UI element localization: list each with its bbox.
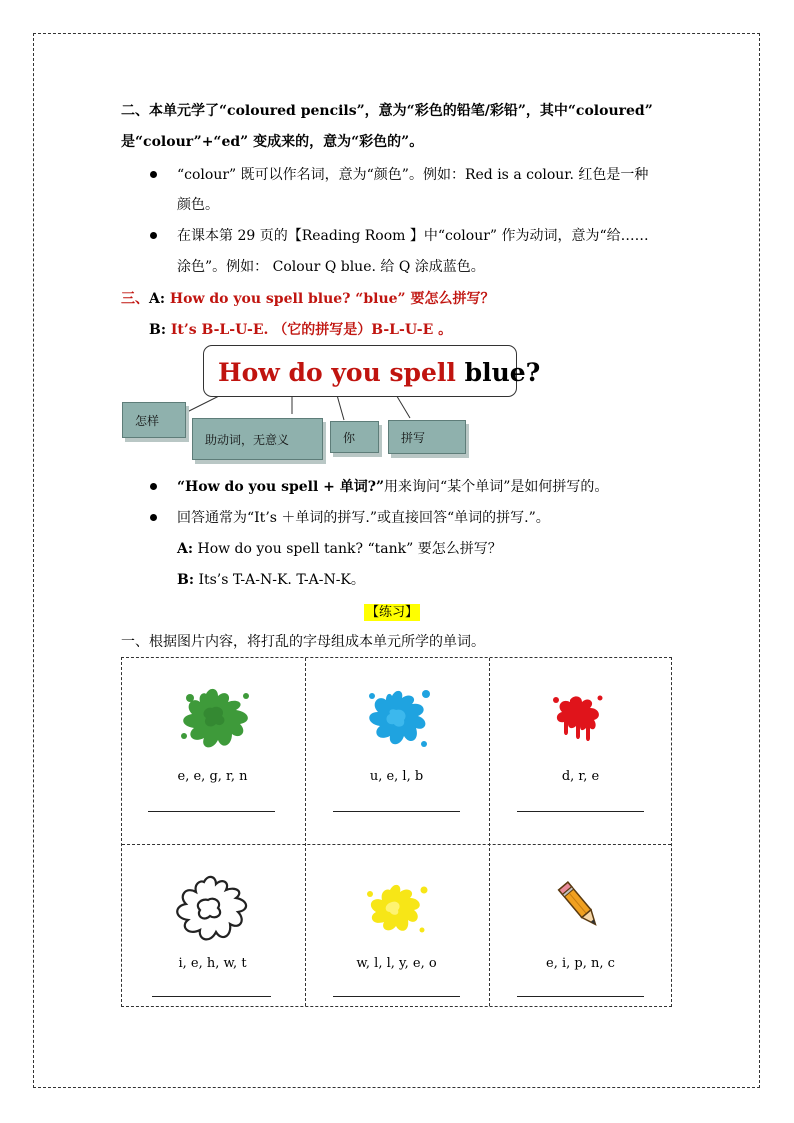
bullet-dot — [150, 483, 157, 490]
bullet-spell-usage: “How do you spell + 单词?”用来询问“某个单词”是如何拼写的。 — [177, 479, 609, 495]
bullet-spell-answer: 回答通常为“It’s ＋单词的拼写.”或直接回答“单词的拼写.”。 — [177, 510, 550, 526]
letters-cell-4: i, e, h, w, t — [178, 956, 247, 971]
letters-cell-6: e, i, p, n, c — [546, 956, 615, 971]
letters-cell-1: e, e, g, r, n — [177, 769, 248, 784]
bullet-colour-verb-line1: 在课本第 29 页的【Reading Room 】中“colour” 作为动词，意为“给…… — [177, 228, 649, 244]
tag-ni: 你 — [330, 421, 379, 453]
exercise1-instruction: 一、根据图片内容，将打乱的字母组成本单元所学的单词。 — [121, 634, 485, 650]
section3-a-label: A: — [149, 291, 170, 307]
tag-zenyang: 怎样 — [122, 402, 186, 438]
section3-prefix: 三、 — [121, 291, 149, 307]
bullet-colour-noun-line1: “colour” 既可以作名词，意为“颜色”。例如：Red is a colour. 红色是一种 — [177, 167, 649, 183]
red-paint-splash-icon — [550, 692, 606, 744]
white-paint-splash-icon — [168, 874, 254, 946]
bullet-colour-noun-line2: 颜色。 — [177, 197, 219, 213]
speech-bubble — [203, 345, 541, 397]
bullet-colour-verb-line2: 涂色”。例如： Colour Q blue. 给 Q 涂成蓝色。 — [177, 259, 485, 275]
example-a-line: A: How do you spell tank? “tank” 要怎么拼写？ — [177, 541, 502, 557]
letters-cell-3: d, r, e — [561, 769, 600, 784]
answer-blank-6[interactable] — [517, 996, 644, 997]
section2-line1: 二、本单元学了“coloured pencils”，意为“彩色的铅笔/彩铅”，其中“coloured” — [121, 103, 653, 119]
letters-cell-2: u, e, l, b — [369, 769, 424, 784]
letters-cell-5: w, l, l, y, e, o — [356, 956, 437, 971]
answer-blank-5[interactable] — [333, 996, 460, 997]
answer-blank-2[interactable] — [333, 811, 460, 812]
section3-b-label: B: — [149, 322, 171, 338]
practice-title: 【练习】 — [366, 605, 419, 620]
blue-paint-splash-icon — [362, 686, 434, 752]
tag-pinxie: 拼写 — [388, 420, 466, 454]
bullet-dot — [150, 514, 157, 521]
section3-b-text: It’s B-L-U-E. （它的拼写是）B-L-U-E 。 — [170, 322, 453, 338]
section3-a-text: How do you spell blue? “blue” 要怎么拼写？ — [169, 291, 495, 307]
bubble-sentence — [218, 358, 540, 388]
example-b-line: B: Its’s T-A-N-K. T-A-N-K。 — [177, 572, 365, 588]
section2-line2: 是“colour”+“ed” 变成来的，意为“彩色的”。 — [121, 134, 424, 150]
yellow-paint-splash-icon — [362, 880, 432, 938]
bubble-black-part: blue? — [455, 358, 541, 387]
green-paint-splash-icon — [178, 686, 254, 752]
pencil-icon — [554, 878, 606, 934]
answer-blank-4[interactable] — [152, 996, 271, 997]
diagram-connector-lines — [0, 0, 794, 470]
tag-auxiliary: 助动词，无意义 — [192, 418, 323, 460]
answer-blank-1[interactable] — [148, 811, 275, 812]
bubble-red-part: How do you spell — [218, 358, 456, 387]
answer-blank-3[interactable] — [517, 811, 644, 812]
